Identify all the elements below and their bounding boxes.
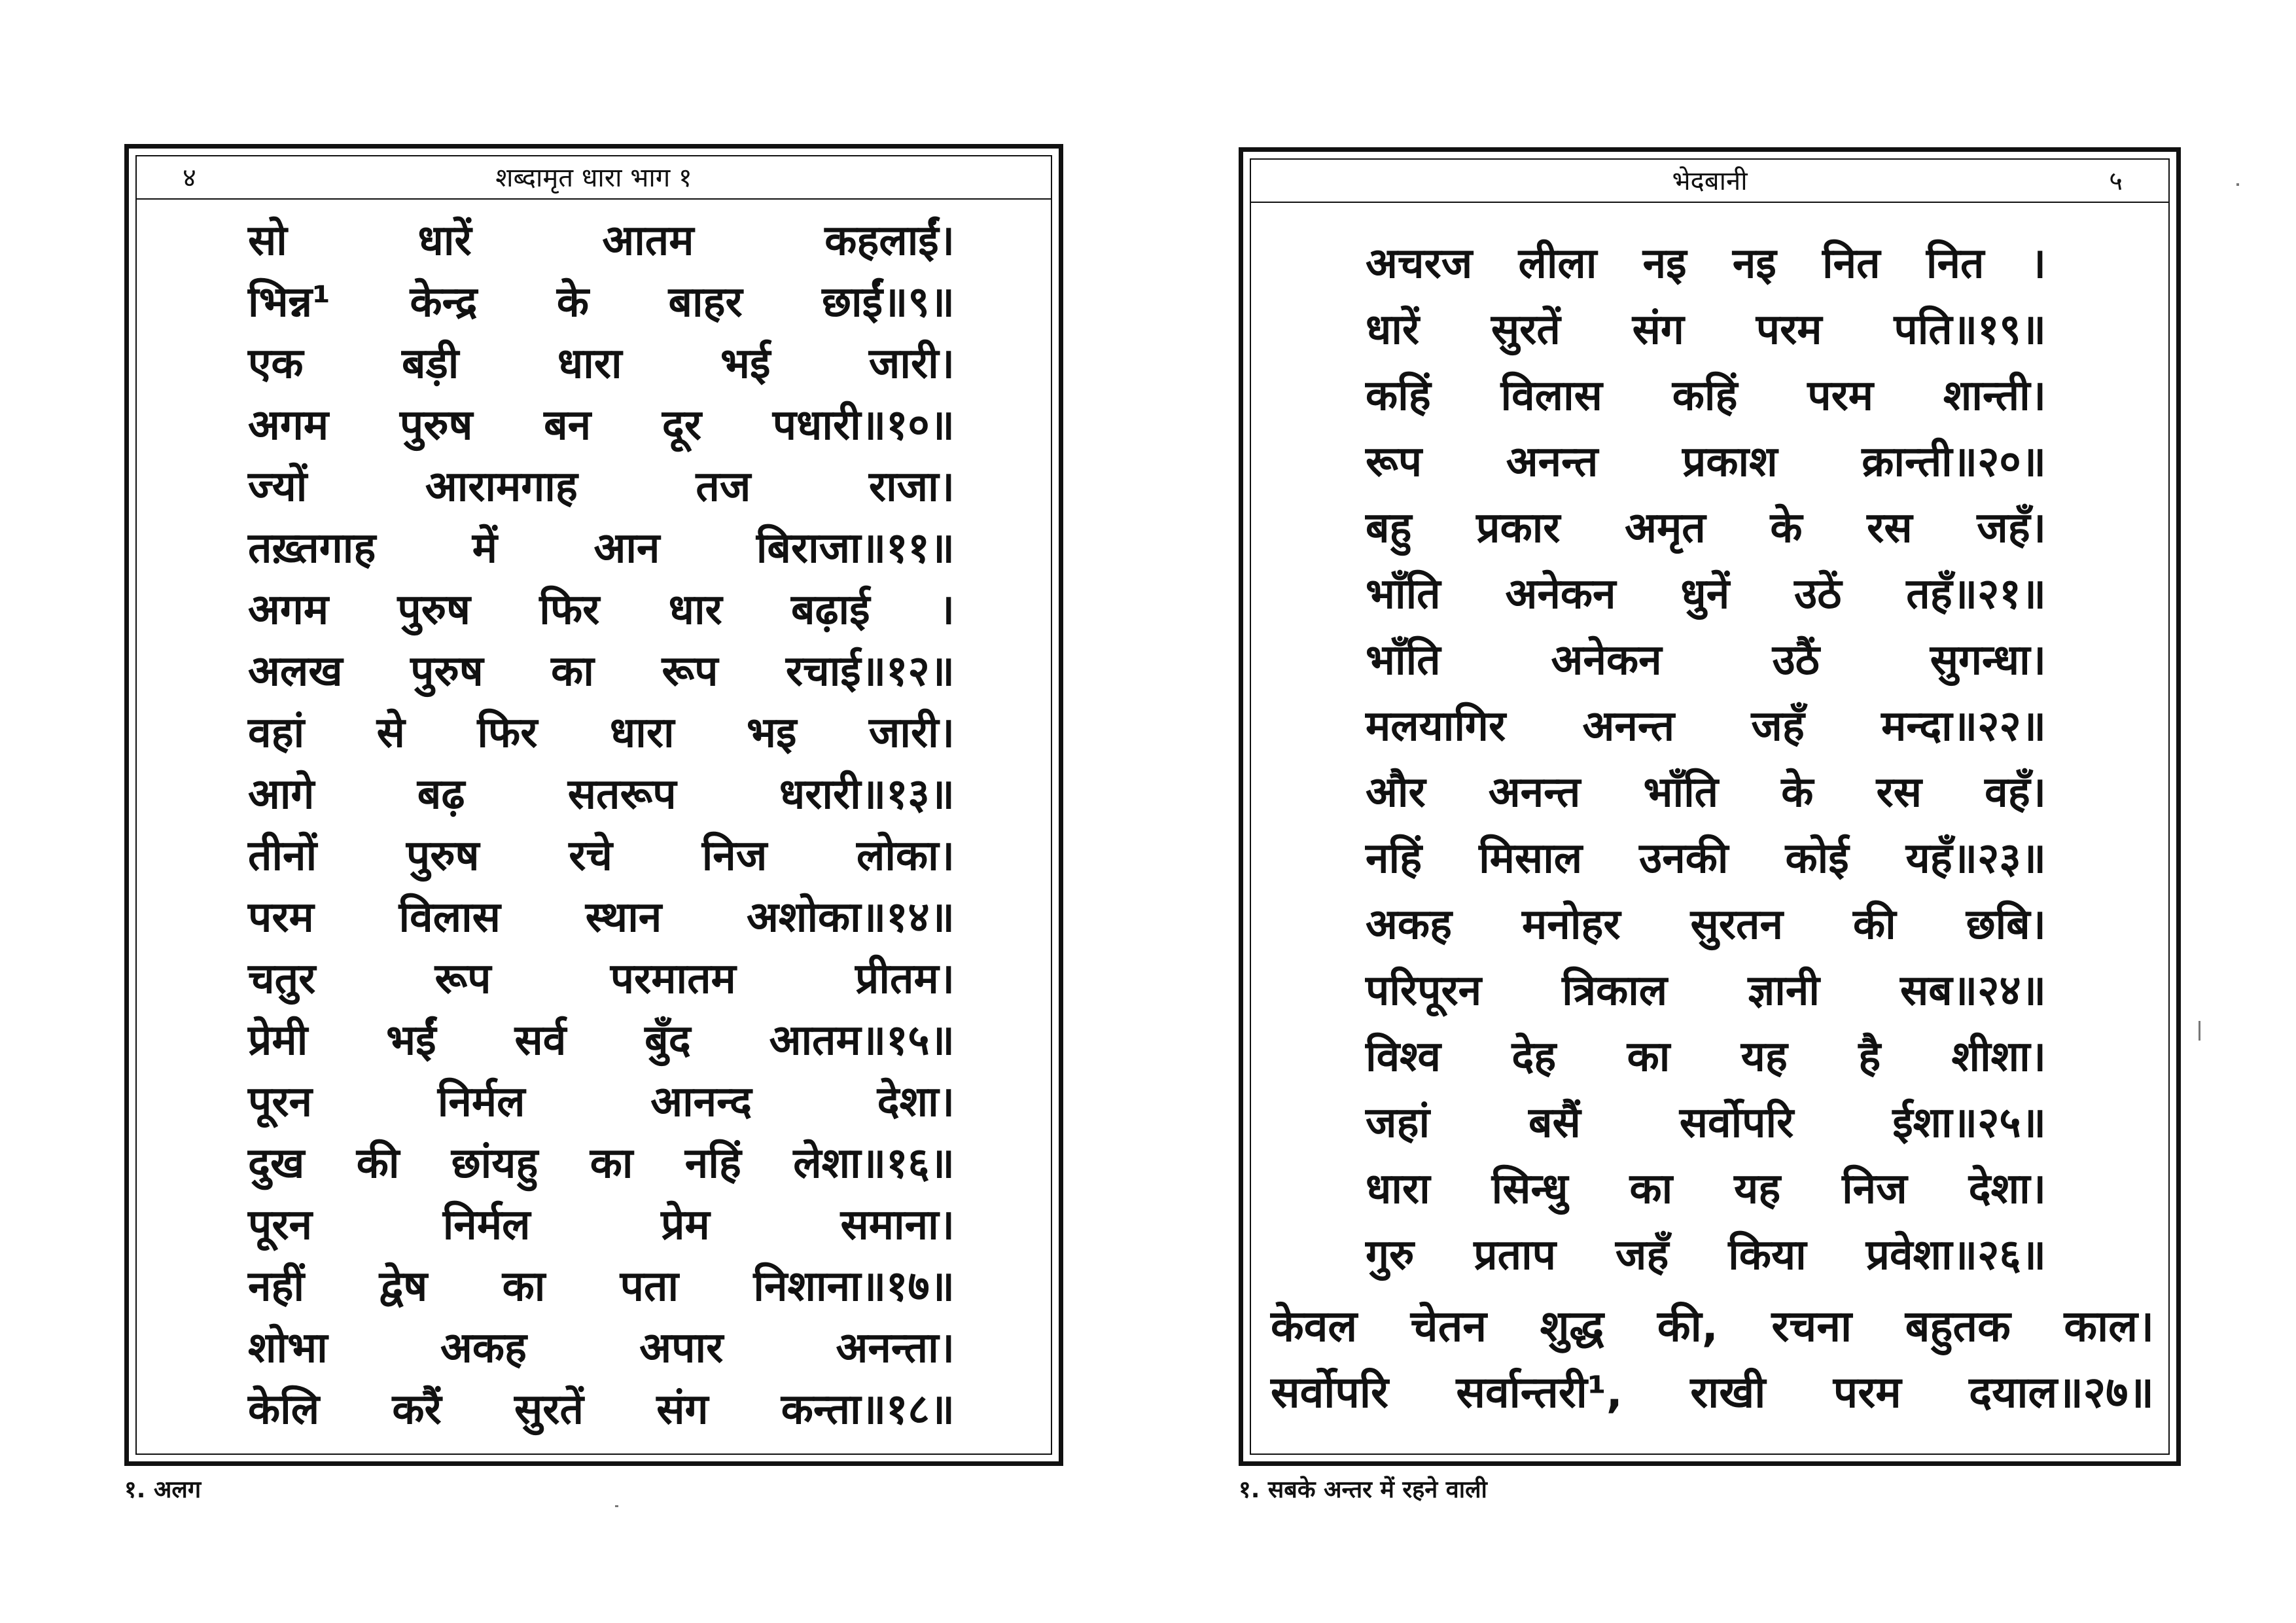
right-page-header	[1251, 160, 2168, 203]
verse-word: धारें	[417, 217, 472, 265]
verse-word: बिराजा॥११॥	[756, 524, 955, 573]
left-page-footnote: १. अलग	[124, 1476, 202, 1503]
verse-word: सतरूप	[567, 770, 677, 819]
verse-word: चेतन	[1410, 1301, 1487, 1351]
verse-word: की	[356, 1139, 400, 1188]
verse-word: ज्ञानी	[1748, 967, 1820, 1015]
verse-line	[1366, 497, 2046, 559]
verse-line	[1366, 1026, 2046, 1088]
verse-word: प्रकाश	[1682, 438, 1778, 486]
verse-line	[248, 1317, 955, 1379]
verse-word: आरामगाह	[425, 463, 578, 511]
verse-word: अशोका॥१४॥	[747, 893, 955, 942]
verse-word: कहिं	[1672, 372, 1738, 420]
verse-word: विलास	[398, 893, 501, 942]
verse-line	[1366, 762, 2046, 823]
verse-line	[1366, 431, 2046, 493]
verse-word: नइ	[1642, 240, 1687, 288]
verse-line	[248, 1010, 955, 1071]
verse-word: सुरतें	[1491, 306, 1561, 354]
verse-word: में	[472, 524, 498, 573]
verse-line	[248, 579, 955, 641]
verse-word: यहँ॥२३॥	[1905, 834, 2046, 883]
verse-word: फिर	[477, 709, 538, 757]
verse-word: संग	[656, 1385, 709, 1434]
verse-word: निशाना॥१७॥	[753, 1262, 955, 1311]
verse-word: सर्वोपरि	[1679, 1099, 1794, 1147]
verse-word: अमृत	[1625, 504, 1706, 552]
verse-word: द्वेष	[379, 1262, 428, 1311]
verse-word: का	[590, 1139, 633, 1188]
verse-word: का	[1629, 1165, 1673, 1213]
verse-word: बढ़	[417, 770, 465, 819]
verse-line	[248, 825, 955, 887]
verse-word: भई	[720, 340, 771, 388]
verse-line	[248, 456, 955, 518]
verse-word: फिर	[539, 586, 600, 634]
verse-word: पति॥१९॥	[1894, 306, 2046, 354]
verse-line	[248, 1194, 955, 1256]
verse-word: तज	[696, 463, 751, 511]
verse-word: धारा	[609, 709, 675, 757]
left-page-header	[137, 156, 1051, 200]
verse-word: लीला	[1518, 240, 1597, 288]
verse-word: केन्द्र	[410, 278, 478, 327]
verse-word: ईशा॥२५॥	[1892, 1099, 2046, 1147]
verse-line	[1366, 1224, 2046, 1286]
verse-word: के	[556, 278, 590, 327]
verse-word: आतम	[602, 217, 694, 265]
verse-word: पुरुष	[397, 586, 471, 634]
verse-word: अगम	[248, 401, 329, 450]
verse-word: पुरुष	[399, 401, 473, 450]
verse-word: बड़ी	[402, 340, 459, 388]
verse-word: अचरज	[1366, 240, 1473, 288]
verse-line	[248, 395, 955, 456]
verse-word: नहिं	[684, 1139, 741, 1188]
verse-word: अलख	[248, 647, 343, 696]
verse-word: स्थान	[585, 893, 662, 942]
verse-word: लेशा॥१६॥	[793, 1139, 955, 1188]
verse-word: भिन्न¹	[248, 278, 331, 327]
verse-word: अकह	[440, 1324, 527, 1372]
verse-word: निज	[701, 832, 768, 880]
verse-word: वहँ।	[1985, 768, 2046, 817]
verse-word: राखी	[1690, 1367, 1766, 1418]
verse-line	[1366, 299, 2046, 361]
verse-word: प्रेमी	[248, 1016, 308, 1065]
doha-line	[1271, 1296, 2154, 1357]
verse-word: परिपूरन	[1366, 967, 1482, 1015]
verse-word: क्रान्ती॥२०॥	[1862, 438, 2046, 486]
verse-word: प्रताप	[1474, 1231, 1557, 1279]
verse-line	[1366, 630, 2046, 691]
verse-word: आनन्द	[650, 1078, 752, 1126]
verse-word: सर्वान्तरी¹,	[1456, 1367, 1623, 1418]
verse-word: प्रीतम।	[855, 955, 955, 1003]
doha-line	[1271, 1362, 2154, 1423]
verse-word: जारी।	[868, 340, 955, 388]
verse-word: छांयहु	[451, 1139, 539, 1188]
verse-word: सो	[248, 217, 287, 265]
verse-line	[248, 948, 955, 1010]
verse-word: का	[551, 647, 594, 696]
verse-word: नित	[1822, 240, 1881, 288]
verse-word: रूप	[1366, 438, 1422, 486]
verse-word: अनेकन	[1551, 636, 1662, 685]
scan-speck	[615, 1505, 618, 1507]
verse-word: सर्वोपरि	[1271, 1367, 1388, 1418]
verse-word: परम	[248, 893, 314, 942]
verse-word: प्रेम	[661, 1201, 710, 1249]
verse-word: अनन्त	[1488, 768, 1581, 817]
verse-word: शोभा	[248, 1324, 328, 1372]
verse-word: उनकी	[1639, 834, 1729, 883]
verse-word: रस	[1876, 768, 1922, 817]
verse-word: भाँति	[1366, 570, 1441, 618]
verse-word: अकह	[1366, 901, 1453, 949]
verse-word: पुरुष	[410, 647, 484, 696]
verse-word: बहु	[1366, 504, 1412, 552]
verse-word: पता	[620, 1262, 679, 1311]
verse-word: निज	[1842, 1165, 1907, 1213]
verse-line	[248, 641, 955, 702]
verse-word: के	[1781, 768, 1814, 817]
verse-word: और	[1366, 768, 1426, 817]
verse-word: दुख	[248, 1139, 305, 1188]
verse-word: राजा।	[868, 463, 955, 511]
verse-word: धारा	[557, 340, 622, 388]
verse-line	[1366, 1092, 2046, 1154]
verse-word: पूरन	[248, 1201, 313, 1249]
verse-word: करैं	[392, 1385, 442, 1434]
verse-line	[1366, 894, 2046, 955]
verse-word: की	[1852, 901, 1896, 949]
verse-word: का	[1627, 1033, 1670, 1081]
verse-word: धुनें	[1680, 570, 1730, 618]
verse-word: सिन्धु	[1491, 1165, 1568, 1213]
verse-word: अपार	[639, 1324, 724, 1372]
verse-word: के	[1770, 504, 1803, 552]
verse-line	[248, 1256, 955, 1317]
verse-word: शुद्ध	[1540, 1301, 1604, 1351]
verse-line	[248, 702, 955, 764]
verse-word: भाँति	[1366, 636, 1441, 685]
verse-word: त्रिकाल	[1562, 967, 1668, 1015]
verse-line	[248, 1071, 955, 1133]
verse-word: जहँ।	[1977, 504, 2046, 552]
verse-word: बाहर	[668, 278, 743, 327]
verse-word: मिसाल	[1479, 834, 1583, 883]
verse-word: सुरतन	[1690, 901, 1783, 949]
verse-word: छाईं॥९॥	[822, 278, 955, 327]
right-page-number: ५	[2109, 166, 2123, 196]
verse-word: रचना	[1771, 1301, 1852, 1351]
verse-word: भईं	[386, 1016, 436, 1065]
verse-word: मलयागिर	[1366, 702, 1506, 751]
verse-word: नित	[1926, 240, 1985, 288]
verse-word: पूरन	[248, 1078, 313, 1126]
verse-word: देह	[1511, 1033, 1557, 1081]
verse-word: अनन्त	[1506, 438, 1598, 486]
verse-word: जहँ	[1615, 1231, 1669, 1279]
verse-word: कहिं	[1366, 372, 1431, 420]
verse-word: विश्व	[1366, 1033, 1441, 1081]
verse-word: जहां	[1366, 1099, 1430, 1147]
verse-line	[248, 887, 955, 948]
verse-word: यह	[1740, 1033, 1788, 1081]
verse-word: समाना।	[840, 1201, 955, 1249]
verse-word: नहीं	[248, 1262, 305, 1311]
verse-word: भइ	[747, 709, 797, 757]
verse-word: प्रवेशा॥२६॥	[1865, 1231, 2046, 1279]
verse-word: परमातम	[610, 955, 736, 1003]
verse-word: रूप	[434, 955, 491, 1003]
left-page-number: ४	[183, 163, 196, 193]
verse-word: ।	[2030, 240, 2046, 288]
verse-word: धार	[668, 586, 722, 634]
verse-word: रचाई॥१२॥	[785, 647, 955, 696]
right-page-footnote: १. सबके अन्तर में रहने वाली	[1239, 1476, 1487, 1503]
verse-word: धारा	[1366, 1165, 1430, 1213]
verse-word: शीशा।	[1951, 1033, 2046, 1081]
verse-word: अनन्ता।	[836, 1324, 955, 1372]
verse-word: उठें	[1794, 570, 1842, 618]
verse-word: तख़्तगाह	[248, 524, 376, 573]
left-page-inner-border	[135, 155, 1052, 1455]
verse-line	[248, 333, 955, 395]
verse-word: बन	[544, 401, 592, 450]
verse-word: केलि	[248, 1385, 320, 1434]
verse-word: काल।	[2064, 1301, 2154, 1351]
verse-word: की,	[1657, 1301, 1718, 1351]
verse-word: सब॥२४॥	[1899, 967, 2046, 1015]
verse-word: कोई	[1785, 834, 1849, 883]
verse-word: ज्यों	[248, 463, 308, 511]
verse-word: सुगन्धा।	[1930, 636, 2046, 685]
verse-word: रूप	[662, 647, 718, 696]
left-page-header-title: शब्दामृत धारा भाग १	[495, 163, 692, 193]
verse-word: देशा।	[1968, 1165, 2046, 1213]
verse-word: उठैं	[1772, 636, 1820, 685]
verse-word: किया	[1728, 1231, 1807, 1279]
verse-word: निर्मल	[437, 1078, 525, 1126]
verse-line	[248, 272, 955, 333]
verse-word: आगे	[248, 770, 315, 819]
verse-word: ।	[938, 586, 955, 634]
verse-line	[248, 1379, 955, 1440]
verse-word: कहलाईं।	[824, 217, 955, 265]
verse-line	[248, 764, 955, 825]
verse-word: नइ	[1732, 240, 1776, 288]
verse-word: वहां	[248, 709, 305, 757]
verse-word: से	[376, 709, 405, 757]
verse-line	[1366, 696, 2046, 757]
verse-word: संग	[1632, 306, 1684, 354]
verse-word: अनन्त	[1582, 702, 1675, 751]
verse-word: अगम	[248, 586, 329, 634]
verse-line	[1366, 365, 2046, 427]
verse-word: कन्ता॥१८॥	[781, 1385, 955, 1434]
verse-line	[248, 1133, 955, 1194]
scan-speck	[2199, 1021, 2200, 1041]
verse-word: बसैं	[1528, 1099, 1581, 1147]
verse-word: दयाल॥२७॥	[1969, 1367, 2154, 1418]
verse-word: मन्दा॥२२॥	[1881, 702, 2046, 751]
verse-word: धरारी॥१३॥	[779, 770, 955, 819]
verse-word: प्रकार	[1476, 504, 1561, 552]
verse-word: जहँ	[1751, 702, 1805, 751]
verse-word: परम	[1833, 1367, 1901, 1418]
verse-word: रस	[1867, 504, 1913, 552]
verse-word: तहँ॥२१॥	[1906, 570, 2046, 618]
verse-word: लोका।	[857, 832, 955, 880]
verse-line	[1366, 960, 2046, 1022]
right-page-header-title: भेदबानी	[1672, 166, 1748, 196]
verse-word: निर्मल	[442, 1201, 531, 1249]
verse-word: आतम॥१५॥	[769, 1016, 955, 1065]
verse-word: देशा।	[877, 1078, 955, 1126]
verse-word: तीनों	[248, 832, 317, 880]
verse-word: परम	[1807, 372, 1874, 420]
verse-line	[248, 518, 955, 579]
left-page	[124, 144, 1063, 1466]
verse-word: गुरु	[1366, 1231, 1415, 1279]
verse-word: का	[502, 1262, 546, 1311]
verse-word: भाँति	[1643, 768, 1719, 817]
verse-word: विलास	[1500, 372, 1602, 420]
verse-word: जारी।	[868, 709, 955, 757]
verse-line	[1366, 563, 2046, 625]
verse-word: मनोहर	[1522, 901, 1621, 949]
verse-word: शान्ती।	[1943, 372, 2046, 420]
verse-word: नहिं	[1366, 834, 1422, 883]
verse-line	[1366, 828, 2046, 889]
verse-line	[248, 210, 955, 272]
verse-line	[1366, 1158, 2046, 1220]
verse-word: सर्व	[514, 1016, 567, 1065]
verse-word: चतुर	[248, 955, 316, 1003]
verse-word: केवल	[1271, 1301, 1358, 1351]
right-page	[1239, 147, 2181, 1466]
verse-word: सुरतें	[514, 1385, 584, 1434]
verse-word: पधारी॥१०॥	[772, 401, 955, 450]
scan-speck	[2236, 183, 2239, 186]
verse-word: धारें	[1366, 306, 1420, 354]
right-page-inner-border	[1250, 158, 2170, 1455]
verse-word: छबि।	[1966, 901, 2046, 949]
verse-line	[1366, 233, 2046, 294]
verse-word: बहुतक	[1905, 1301, 2011, 1351]
verse-word: यह	[1734, 1165, 1781, 1213]
verse-word: अनेकन	[1505, 570, 1616, 618]
verse-word: बढ़ाई	[790, 586, 870, 634]
verse-word: बुँद	[645, 1016, 691, 1065]
verse-word: परम	[1756, 306, 1822, 354]
verse-word: आन	[593, 524, 660, 573]
verse-word: पुरुष	[406, 832, 480, 880]
verse-word: रचे	[569, 832, 613, 880]
verse-word: है	[1858, 1033, 1881, 1081]
verse-word: दूर	[662, 401, 702, 450]
verse-word: एक	[248, 340, 304, 388]
